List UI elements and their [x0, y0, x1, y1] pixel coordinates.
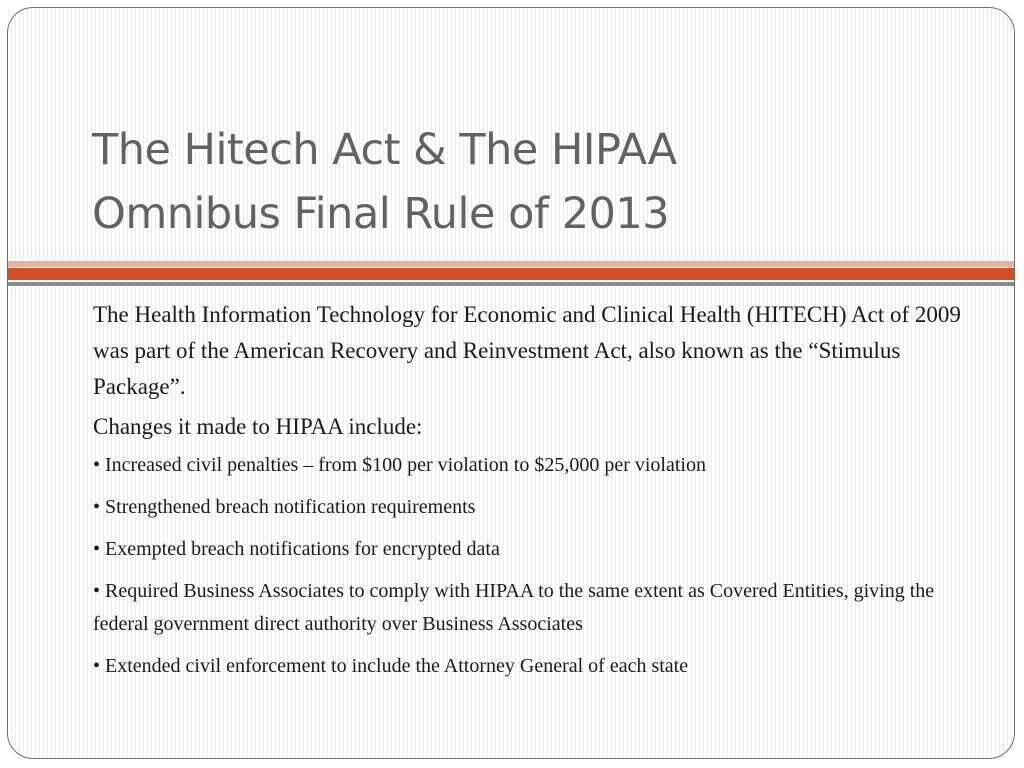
list-item-text: Increased civil penalties – from $100 per violation to $25,000 per violation [105, 454, 706, 476]
slide-body [93, 297, 973, 692]
bullet-marker: • [93, 496, 101, 518]
title-divider-light [8, 261, 1014, 267]
slide-frame [7, 7, 1015, 759]
list-item-text: Required Business Associates to comply with HIPAA to the same extent as Covered Entities, giving the federal government direct authority over Business Associates [93, 580, 935, 635]
list-item [93, 491, 973, 524]
bullet-marker: • [93, 538, 101, 560]
title-divider-accent [8, 268, 1014, 280]
list-item [93, 533, 973, 566]
list-item-text: Strengthened breach notification requirements [105, 496, 476, 518]
changes-heading: Changes it made to HIPAA include: [93, 414, 423, 439]
list-item [93, 650, 973, 683]
bullet-marker: • [93, 454, 101, 476]
slide-title-line-2: Omnibus Final Rule of 2013 [92, 189, 670, 239]
list-item [93, 449, 973, 482]
bullet-marker: • [93, 580, 101, 602]
changes-list [93, 449, 973, 683]
slide-title [92, 118, 892, 246]
slide-title-line-1: The Hitech Act & The HIPAA [92, 125, 677, 175]
list-item-text: Extended civil enforcement to include the Attorney General of each state [105, 655, 689, 677]
list-item-text: Exempted breach notifications for encrypted data [105, 538, 500, 560]
bullet-marker: • [93, 655, 101, 677]
list-item [93, 575, 973, 641]
intro-paragraph: The Health Information Technology for Economic and Clinical Health (HITECH) Act of 2009 was part of the American Recovery and Reinvestment Act, also known as the “Stimulus Package”. [93, 302, 961, 399]
title-divider-gray [8, 282, 1014, 286]
